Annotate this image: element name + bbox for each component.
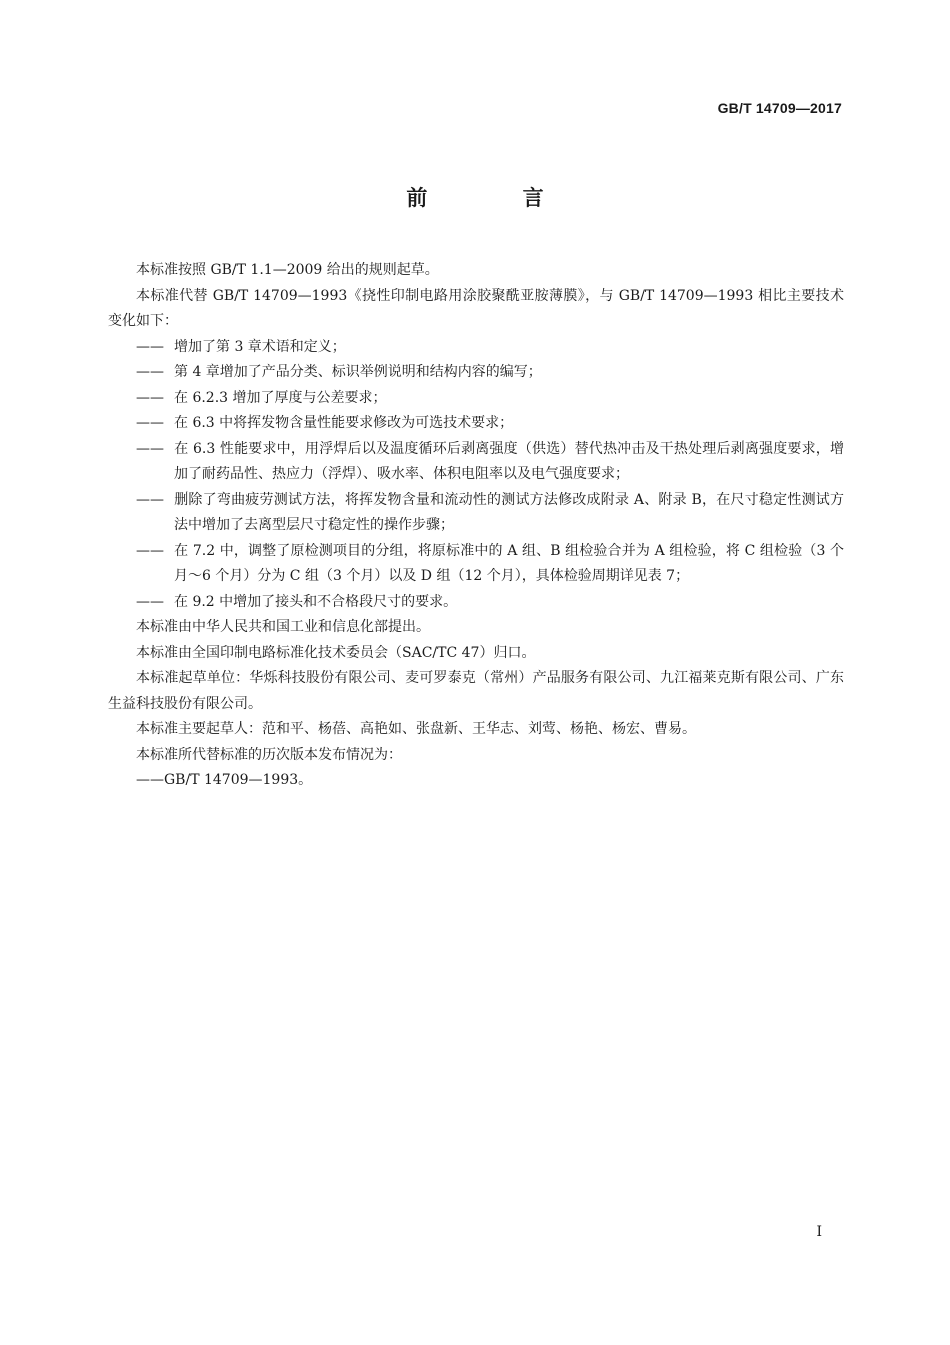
list-item [108, 411, 844, 437]
dash-mark: —— [136, 338, 164, 355]
paragraph-proposer: 本标准由中华人民共和国工业和信息化部提出。 [136, 619, 430, 635]
list-item [108, 590, 844, 616]
history-item-text: GB/T 14709—1993。 [164, 772, 313, 788]
dash-mark: —— [136, 415, 164, 431]
page-number: I [816, 1224, 822, 1240]
list-item [108, 386, 844, 412]
list-item-text: 在 7.2 中，调整了原检测项目的分组，将原标准中的 A 组、B 组检验合并为 A 组检验，将 C 组检验（3 个月～6 个月）分为 C 组（3 个月）以及 D 组（12 个月），具体检验周期详见表 7； [174, 542, 844, 584]
list-item-text: 在 6.2.3 增加了厚度与公差要求； [174, 389, 387, 406]
page-title: 前 言 [406, 186, 588, 210]
dash-mark: —— [136, 772, 164, 788]
dash-mark: —— [136, 542, 164, 559]
list-item [108, 488, 844, 539]
list-item [108, 437, 844, 488]
paragraph-drafting-units: 本标准起草单位：华烁科技股份有限公司、麦可罗泰克（常州）产品服务有限公司、九江福莱克斯有限公司、广东生益科技股份有限公司。 [108, 670, 844, 712]
paragraph-drafting-rules: 本标准按照 GB/T 1.1—2009 给出的规则起草。 [136, 262, 439, 278]
dash-mark: —— [136, 491, 164, 508]
dash-mark: —— [136, 364, 164, 380]
list-item-text: 在 6.3 中将挥发物含量性能要求修改为可选技术要求； [174, 415, 514, 431]
list-item [108, 335, 844, 361]
paragraph-replacement: 本标准代替 GB/T 14709—1993《挠性印制电路用涂胶聚酰亚胺薄膜》，与 GB/T 14709—1993 相比主要技术变化如下： [108, 287, 844, 329]
dash-mark: —— [136, 389, 164, 406]
paragraph-drafters: 本标准主要起草人：范和平、杨蓓、高艳如、张盘新、王华志、刘莺、杨艳、杨宏、曹易。 [136, 721, 696, 737]
list-item [108, 539, 844, 590]
dash-mark: —— [136, 593, 164, 610]
list-item-text: 增加了第 3 章术语和定义； [174, 338, 346, 355]
standard-code: GB/T 14709—2017 [717, 100, 842, 116]
list-item-text: 第 4 章增加了产品分类、标识举例说明和结构内容的编写； [174, 364, 542, 380]
list-item [108, 360, 844, 386]
history-item [108, 768, 844, 794]
dash-mark: —— [136, 440, 164, 457]
paragraph-committee: 本标准由全国印制电路标准化技术委员会（SAC/TC 47）归口。 [136, 644, 536, 661]
list-item-text: 在 6.3 性能要求中，用浮焊后以及温度循环后剥离强度（供选）替代热冲击及干热处理后剥离强度要求，增加了耐药品性、热应力（浮焊）、吸水率、体积电阻率以及电气强度要求； [174, 440, 844, 482]
list-item-text: 在 9.2 中增加了接头和不合格段尺寸的要求。 [174, 593, 458, 610]
foreword-body [108, 258, 844, 794]
list-item-text: 删除了弯曲疲劳测试方法，将挥发物含量和流动性的测试方法修改成附录 A、附录 B，在尺寸稳定性测试方法中增加了去离型层尺寸稳定性的操作步骤； [174, 491, 844, 533]
paragraph-history-intro: 本标准所代替标准的历次版本发布情况为： [136, 746, 402, 763]
